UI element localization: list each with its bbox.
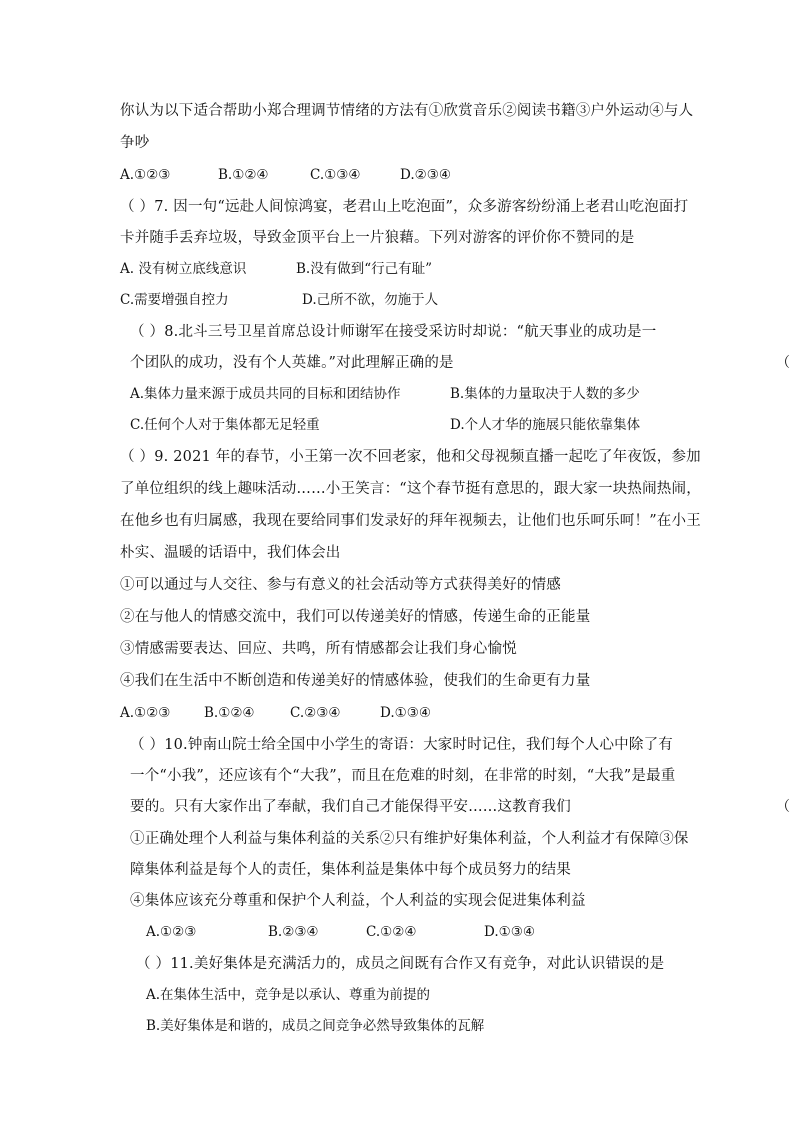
q7-option-d: D.己所不欲，勿施于人 bbox=[302, 292, 439, 308]
q10-statement-line3: ④集体应该充分尊重和保护个人利益，个人利益的实现会促进集体利益 bbox=[130, 893, 586, 909]
q7-option-a: A. 没有树立底线意识 bbox=[120, 261, 247, 277]
q9-statement-4: ④我们在生活中不断创造和传递美好的情感体验，使我们的生命更有力量 bbox=[120, 673, 591, 689]
q9-statement-1: ①可以通过与人交往、参与有意义的社会活动等方式获得美好的情感 bbox=[120, 577, 561, 593]
q9-stem-line1: （ ）9. 2021 年的春节，小王第一次不回老家，他和父母视频直播一起吃了年夜饭，参加 bbox=[120, 449, 701, 465]
q10-option-a: A.①②③ bbox=[146, 924, 197, 940]
q11-option-b: B.美好集体是和谐的，成员之间竞争必然导致集体的瓦解 bbox=[146, 1018, 485, 1034]
q7-stem-line1: （ ）7. 因一句“远赴人间惊鸿宴，老君山上吃泡面”，众多游客纷纷涌上老君山吃泡面打 bbox=[120, 199, 689, 215]
q9-stem-line3: 在他乡也有归属感，我现在要给同事们发录好的拜年视频去，让他们也乐呵乐呵！”在小王 bbox=[120, 513, 701, 529]
q6-option-d: D.②③④ bbox=[400, 167, 451, 183]
q6-option-c: C.①③④ bbox=[310, 167, 361, 183]
q8-option-c: C.任何个人对于集体都无足轻重 bbox=[130, 417, 320, 433]
q9-stem-line4: 朴实、温暖的话语中，我们体会出 bbox=[120, 545, 341, 561]
q11-option-a: A.在集体生活中，竞争是以承认、尊重为前提的 bbox=[146, 987, 431, 1003]
q9-option-a: A.①②③ bbox=[120, 705, 171, 721]
q10-stem-line3: 要的。只有大家作出了奉献，我们自己才能保得平安……这教育我们 bbox=[130, 799, 571, 815]
q9-statement-3: ③情感需要表达、回应、共鸣，所有情感都会让我们身心愉悦 bbox=[120, 641, 517, 657]
q7-option-c: C.需要增强自控力 bbox=[120, 292, 229, 308]
q9-stem-line2: 了单位组织的线上趣味活动……小王笑言：“这个春节挺有意思的，跟大家一块热闹热闹， bbox=[120, 481, 701, 497]
q9-statement-2: ②在与他人的情感交流中，我们可以传递美好的情感，传递生命的正能量 bbox=[120, 609, 591, 625]
q6-stem-line1: 你认为以下适合帮助小郑合理调节情绪的方法有①欣赏音乐②阅读书籍③户外运动④与人 bbox=[120, 103, 694, 119]
q8-stem-line2: 个团队的成功，没有个人英雄。”对此理解正确的是 bbox=[130, 355, 454, 371]
q7-option-b: B.没有做到“行己有耻” bbox=[296, 261, 433, 277]
q10-margin-mark: （ bbox=[776, 799, 790, 815]
q6-option-a: A.①②③ bbox=[120, 167, 171, 183]
q10-statement-line2: 障集体利益是每个人的责任，集体利益是集体中每个成员努力的结果 bbox=[130, 862, 571, 878]
q6-option-b: B.①②④ bbox=[218, 167, 269, 183]
q9-option-c: C.②③④ bbox=[290, 705, 341, 721]
q8-option-a: A.集体力量来源于成员共同的目标和团结协作 bbox=[130, 386, 401, 402]
q10-option-d: D.①③④ bbox=[484, 924, 535, 940]
q8-option-b: B.集体的力量取决于人数的多少 bbox=[450, 386, 640, 402]
q10-option-c: C.①②④ bbox=[366, 924, 417, 940]
q7-stem-line2: 卡并随手丢弃垃圾，导致金顶平台上一片狼藉。下列对游客的评价你不赞同的是 bbox=[120, 230, 635, 246]
q8-option-d: D.个人才华的施展只能依靠集体 bbox=[450, 417, 641, 433]
q6-stem-line2: 争吵 bbox=[120, 135, 150, 151]
q11-stem-line1: （ ）11.美好集体是充满活力的，成员之间既有合作又有竞争，对此认识错误的是 bbox=[136, 956, 665, 972]
q8-stem-line1: （ ）8.北斗三号卫星首席总设计师谢军在接受采访时却说：“航天事业的成功是一 bbox=[130, 324, 657, 340]
q10-statement-line1: ①正确处理个人利益与集体利益的关系②只有维护好集体利益，个人利益才有保障③保 bbox=[130, 831, 689, 847]
q10-option-b: B.②③④ bbox=[268, 924, 319, 940]
q8-margin-mark: （ bbox=[776, 355, 790, 371]
q10-stem-line1: （ ）10.钟南山院士给全国中小学生的寄语：大家时时记住，我们每个人心中除了有 bbox=[130, 737, 673, 753]
q9-option-d: D.①③④ bbox=[380, 705, 431, 721]
q10-stem-line2: 一个“小我”，还应该有个“大我”，而且在危难的时刻，在非常的时刻，“大我”是最重 bbox=[130, 768, 676, 784]
q9-option-b: B.①②④ bbox=[204, 705, 255, 721]
